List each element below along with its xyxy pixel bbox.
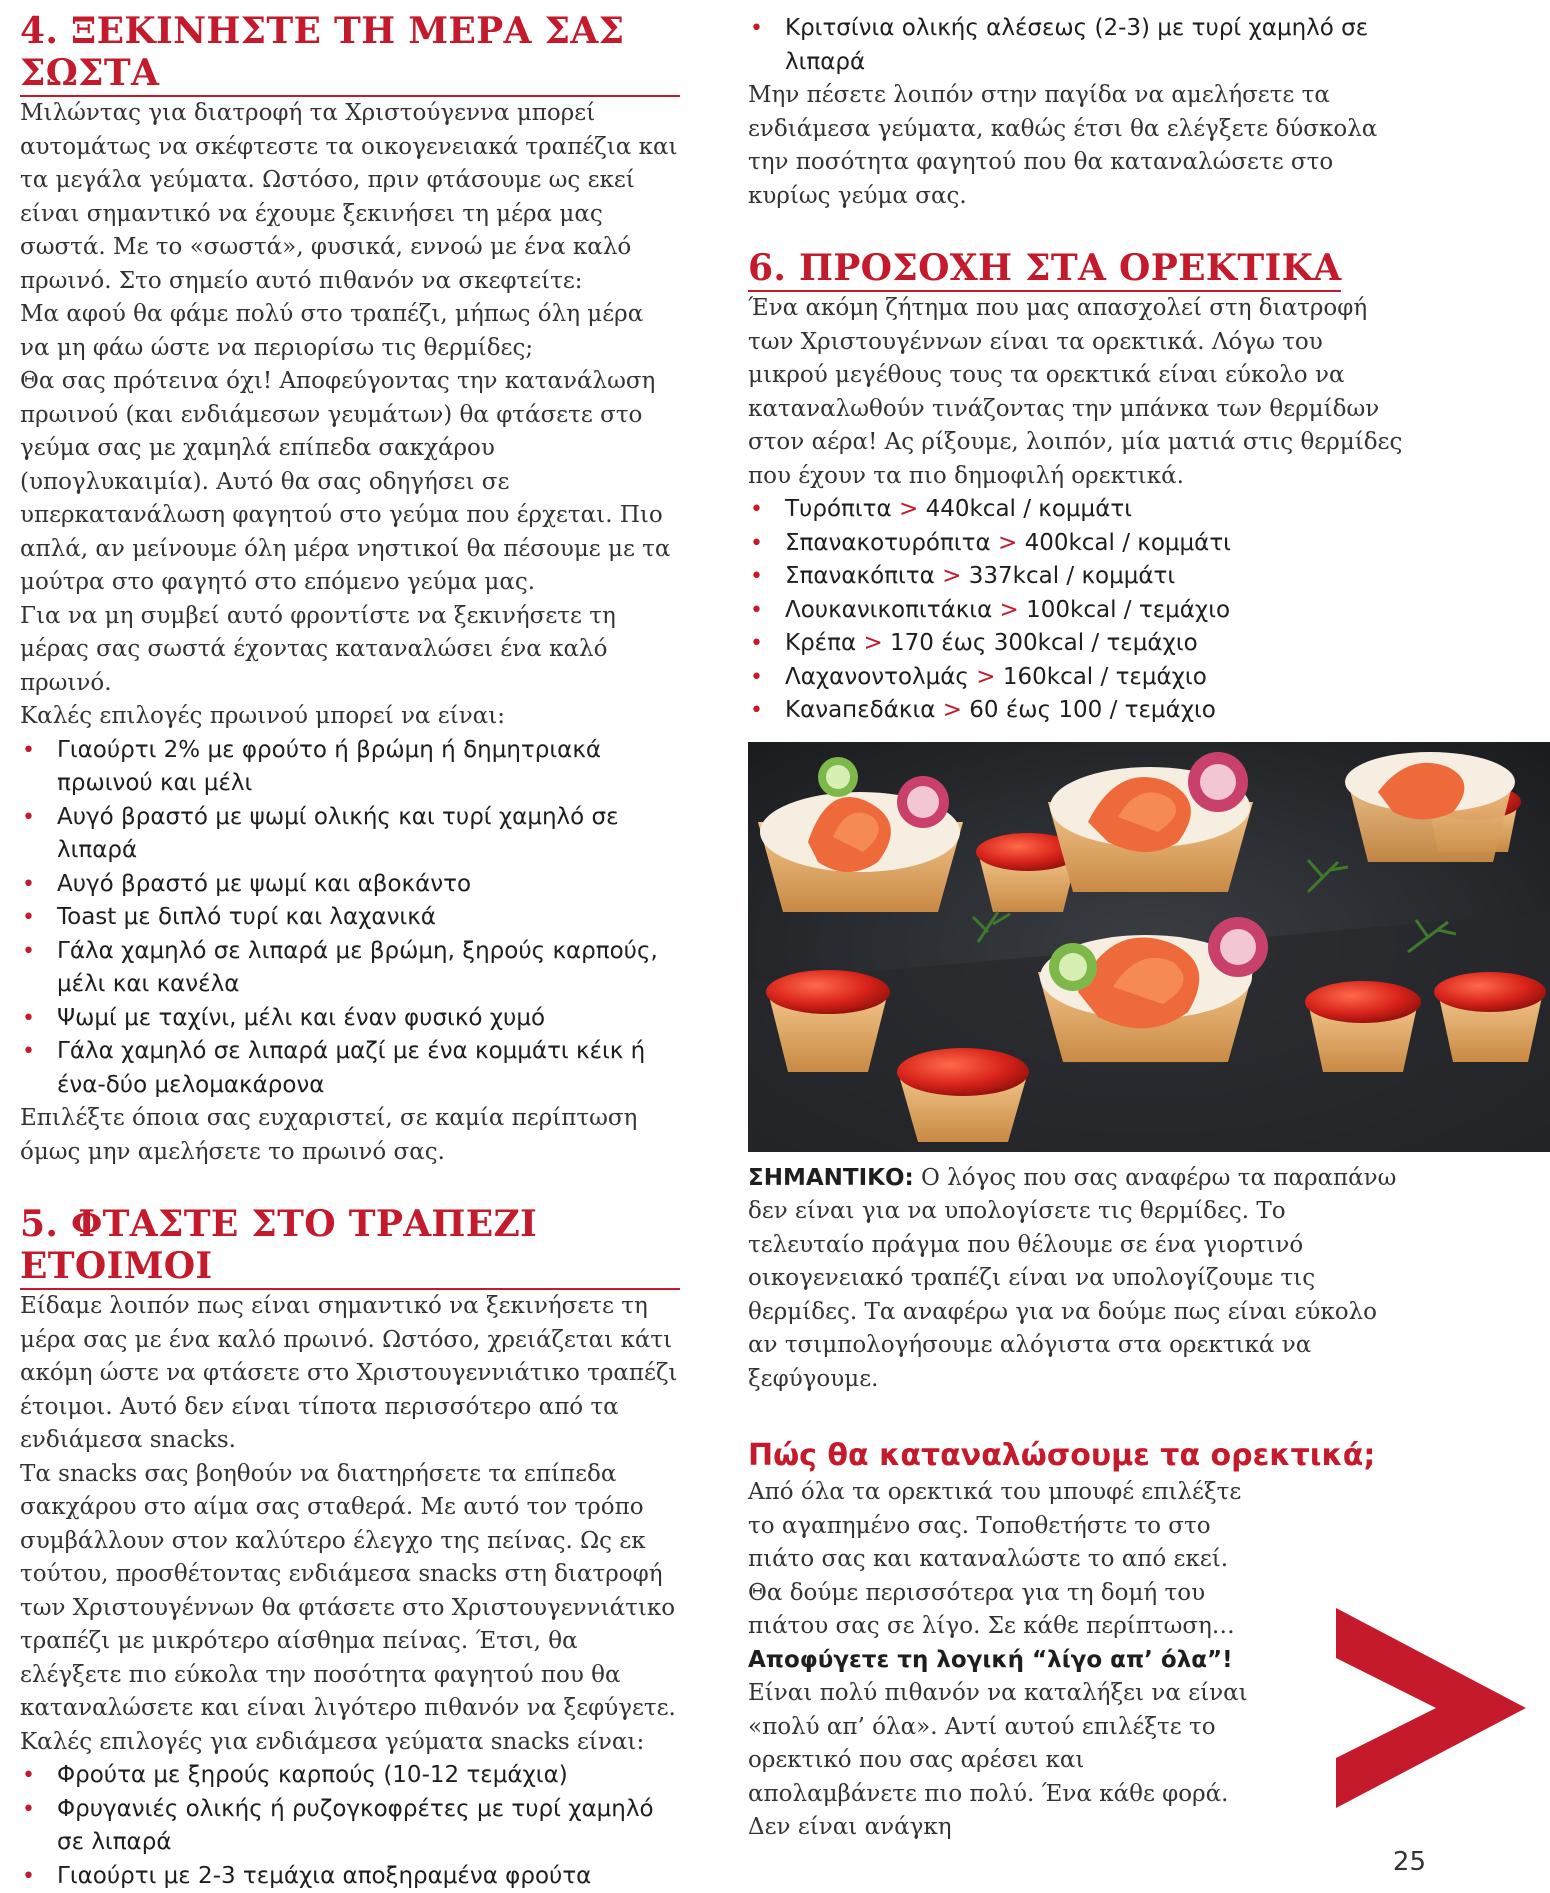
left-column <box>20 0 680 1893</box>
arrow-icon: > <box>976 664 995 690</box>
list-item: • Λαχανοντολμάς > 160kcal / τεμάχιο <box>748 661 1408 695</box>
howto-para: Από όλα τα ορεκτικά του μπουφέ επιλέξτε το αγαπημένο σας. Τοποθετήστε το στο πιάτο σας και καταναλώστε το από εκεί. Θα δούμε περισσότερα για τη δομή του πιάτου σας σε λίγο. Σε κάθε περίπτωση… <box>748 1476 1248 1644</box>
list-item: • Toast με διπλό τυρί και λαχανικά <box>20 901 680 935</box>
bullet-icon: • <box>22 1793 35 1827</box>
list-item: • Κριτσίνια ολικής αλέσεως (2-3) με τυρί χαμηλό σε λιπαρά <box>748 12 1408 79</box>
section-5-body: Τα snacks σας βοηθούν να διατηρήσετε τα επίπεδα σακχάρου στο αίμα σας σταθερά. Με αυτό τον τρόπο συμβάλλουν στον καλύτερο έλεγχο της πείνας. Ως εκ τούτου, προσθέτοντας ενδιάμεσα snacks στη διατροφή των Χριστουγέννων θα φτάσετε στο Χριστουγεννιάτικο τραπέζι με μικρότερο αίσθημα πείνας. Έτσι, θα ελέγξετε πιο εύκολα την ποσότητα φαγητού που θα καταναλώσετε και είναι λιγότερο πιθανόν να ξεφύγετε. <box>20 1458 680 1726</box>
bullet-icon: • <box>22 868 35 902</box>
section-6-intro: Ένα ακόμη ζήτημα που μας απασχολεί στη διατροφή των Χριστουγέννων είναι τα ορεκτικά. Λόγω του μικρού μεγέθους τους τα ορεκτικά είναι εύκολο να καταναλωθούν τινάζοντας την μπάνκα των θερμίδων στον αέρα! Ας ρίξουμε, λοιπόν, μία ματιά στις θερμίδες που έχουν τα πιο δημοφιλή ορεκτικά. <box>748 292 1408 493</box>
list-item: • Λουκανικοπιτάκια > 100kcal / τεμάχιο <box>748 594 1408 628</box>
section-4-answer: Θα σας πρότεινα όχι! Αποφεύγοντας την κατανάλωση πρωινού (και ενδιάμεσων γευμάτων) θα φτάσετε στο γεύμα σας με χαμηλά επίπεδα σακχάρου (υπογλυκαιμία). Αυτό θα σας οδηγήσει σε υπερκατανάλωση φαγητού στο γεύμα που έρχεται. Πιο απλά, αν μείνουμε όλη μέρα νηστικοί θα πέσουμε με τα μούτρα στο φαγητό στο επόμενο γεύμα μας. <box>20 365 680 600</box>
section-4-title: 4. ΞΕΚΙΝΗΣΤΕ ΤΗ ΜΕΡΑ ΣΑΣ ΣΩΣΤΑ <box>20 10 680 97</box>
important-note: ΣΗΜΑΝΤΙΚΟ: Ο λόγος που σας αναφέρω τα παραπάνω δεν είναι για να υπολογίσετε τις θερμίδες. Το τελευταίο πράγμα που θέλουμε σε ένα γιορτινό οικογενειακό τραπέζι είναι να υπολογίζουμε τις θερμίδες. Τα αναφέρω για να δούμε πως είναι εύκολο αν τσιμπολογήσουμε αλόγιστα στα ορεκτικά να ξεφύγουμε. <box>748 1162 1408 1397</box>
snacks-closing: Μην πέσετε λοιπόν στην παγίδα να αμελήσετε τα ενδιάμεσα γεύματα, καθώς έτσι θα ελέγξετε δύσκολα την ποσότητα φαγητού που θα καταναλώσετε στο κυρίως γεύμα σας. <box>748 79 1408 213</box>
bullet-icon: • <box>22 801 35 835</box>
section-4-question: Μα αφού θα φάμε πολύ στο τραπέζι, μήπως όλη μέρα να μη φάω ώστε να περιορίσω τις θερμίδες; <box>20 298 680 365</box>
list-item: • Αυγό βραστό με ψωμί ολικής και τυρί χαμηλό σε λιπαρά <box>20 801 680 868</box>
bullet-icon: • <box>22 1860 35 1893</box>
snacks-list <box>20 1759 680 1893</box>
roe-tart <box>766 970 890 1072</box>
howto-title: Πώς θα καταναλώσουμε τα ορεκτικά; <box>748 1436 1408 1476</box>
bullet-icon: • <box>22 1002 35 1036</box>
bullet-icon: • <box>22 1035 35 1069</box>
section-5-intro: Είδαμε λοιπόν πως είναι σημαντικό να ξεκινήσετε τη μέρα σας με ένα καλό πρωινό. Ωστόσο, χρειάζεται κάτι ακόμη ώστε να φτάσετε στο Χριστουγεννιάτικο τραπέζι έτοιμοι. Αυτό δεν είναι τίποτα περισσότερο από τα ενδιάμεσα snacks. <box>20 1290 680 1458</box>
bullet-icon: • <box>750 661 763 695</box>
bullet-icon: • <box>22 1759 35 1793</box>
bullet-icon: • <box>22 901 35 935</box>
bullet-icon: • <box>750 560 763 594</box>
list-item: • Γιαούρτι με 2-3 τεμάχια αποξηραμένα φρούτα <box>20 1860 680 1893</box>
howto-bold-tip: Αποφύγετε τη λογική “λίγο απ’ όλα”! <box>748 1644 1248 1678</box>
bullet-icon: • <box>22 935 35 969</box>
section-5-title: 5. ΦΤΑΣΤΕ ΣΤΟ ΤΡΑΠΕΖΙ ΕΤΟΙΜΟΙ <box>20 1203 680 1290</box>
right-column <box>748 0 1408 1845</box>
section-5-options-lead: Καλές επιλογές για ενδιάμεσα γεύματα snacks είναι: <box>20 1726 680 1760</box>
bullet-icon: • <box>750 594 763 628</box>
howto-para-2: Είναι πολύ πιθανόν να καταλήξει να είναι «πολύ απ’ όλα». Αντί αυτού επιλέξτε το ορεκτικό που σας αρέσει και απολαμβάνετε πιο πολύ. Ένα κάθε φορά. Δεν είναι ανάγκη <box>748 1677 1248 1845</box>
bullet-icon: • <box>750 627 763 661</box>
appetizer-calorie-list <box>748 493 1408 728</box>
bullet-icon: • <box>750 527 763 561</box>
arrow-icon: > <box>998 530 1017 556</box>
bullet-icon: • <box>750 493 763 527</box>
arrow-icon: > <box>943 697 962 723</box>
list-item: • Αυγό βραστό με ψωμί και αβοκάντο <box>20 868 680 902</box>
bullet-icon: • <box>22 734 35 768</box>
important-label: ΣΗΜΑΝΤΙΚΟ: <box>748 1165 914 1191</box>
list-item: • Τυρόπιτα > 440kcal / κομμάτι <box>748 493 1408 527</box>
list-item: • Γιαούρτι 2% με φρούτο ή βρώμη ή δημητριακά πρωινού και μέλι <box>20 734 680 801</box>
section-4-intro: Μιλώντας για διατροφή τα Χριστούγεννα μπορεί αυτομάτως να σκέφτεστε τα οικογενειακά τραπέζια και τα μεγάλα γεύματα. Ωστόσο, πριν φτάσουμε ως εκεί είναι σημαντικό να έχουμε ξεκινήσει τη μέρα μας σωστά. Με το «σωστά», φυσικά, εννοώ με ένα καλό πρωινό. Στο σημείο αυτό πιθανόν να σκεφτείτε: <box>20 97 680 298</box>
list-item: • Φρυγανιές ολικής ή ρυζογκοφρέτες με τυρί χαμηλό σε λιπαρά <box>20 1793 680 1860</box>
list-item: • Κανапεδάκια > 60 έως 100 / τεμάχιο <box>748 694 1408 728</box>
roe-tart <box>897 1048 1029 1142</box>
list-item: • Κρέπα > 170 έως 300kcal / τεμάχιο <box>748 627 1408 661</box>
list-item: • Σπανακοτυρόπιτα > 400kcal / κομμάτι <box>748 527 1408 561</box>
chevron-right-icon <box>1336 1608 1526 1808</box>
bullet-icon: • <box>750 694 763 728</box>
page-number: 25 <box>1393 1847 1426 1877</box>
roe-tart <box>1305 981 1421 1072</box>
appetizers-photo <box>748 742 1550 1152</box>
list-item: • Φρούτα με ξηρούς καρπούς (10-12 τεμάχια) <box>20 1759 680 1793</box>
list-item: • Γάλα χαμηλό σε λιπαρά με βρώμη, ξηρούς καρπούς, μέλι και κανέλα <box>20 935 680 1002</box>
section-6-title: 6. ΠΡΟΣΟΧΗ ΣΤΑ ΟΡΕΚΤΙΚΑ <box>748 247 1341 292</box>
section-4-options-lead: Καλές επιλογές πρωινού μπορεί να είναι: <box>20 700 680 734</box>
list-item: • Ψωμί με ταχίνι, μέλι και έναν φυσικό χυμό <box>20 1002 680 1036</box>
howto-body <box>748 1476 1248 1845</box>
list-item: • Σπανακόπιτα > 337kcal / κομμάτι <box>748 560 1408 594</box>
list-item: • Γάλα χαμηλό σε λιπαρά μαζί με ένα κομμάτι κέικ ή ένα-δύο μελομακάρονα <box>20 1035 680 1102</box>
bullet-icon: • <box>750 12 763 46</box>
breakfast-list <box>20 734 680 1103</box>
arrow-icon: > <box>1000 597 1019 623</box>
arrow-icon: > <box>942 563 961 589</box>
roe-tart <box>1434 972 1546 1062</box>
section-4-advice: Για να μη συμβεί αυτό φροντίστε να ξεκινήσετε τη μέρας σας σωστά έχοντας καταναλώσει ένα καλό πρωινό. <box>20 600 680 701</box>
arrow-icon: > <box>899 496 918 522</box>
snacks-list-continued <box>748 12 1408 79</box>
section-4-closing: Επιλέξτε όποια σας ευχαριστεί, σε καμία περίπτωση όμως μην αμελήσετε το πρωινό σας. <box>20 1102 680 1169</box>
salmon-tart <box>1345 752 1515 862</box>
arrow-icon: > <box>863 630 882 656</box>
